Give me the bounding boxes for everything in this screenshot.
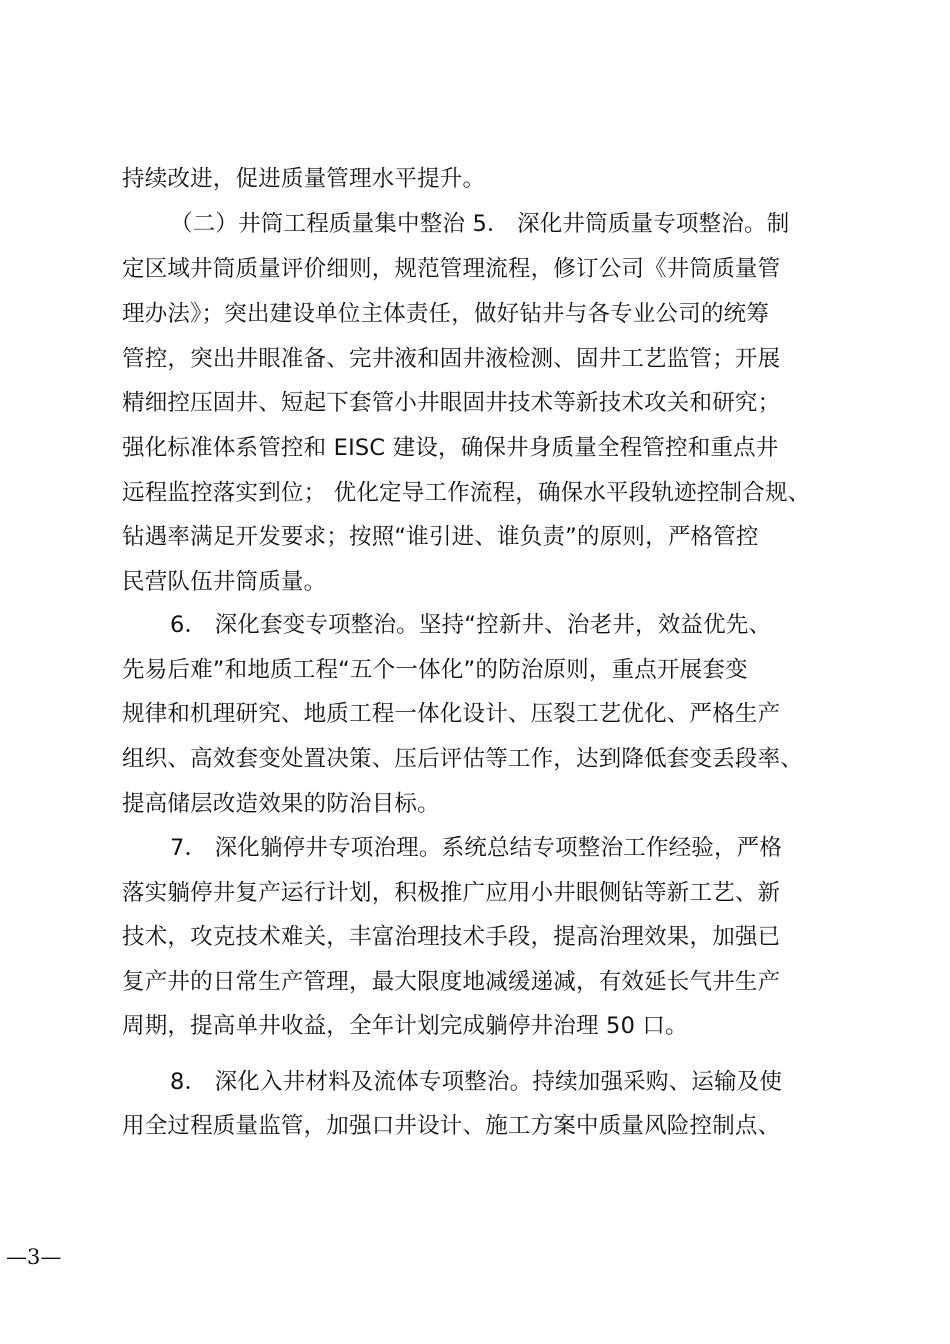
paragraph-line: 先易后难”和地质工程“五个一体化”的防治原则，重点开展套变 [122, 657, 748, 683]
paragraph-line: 持续改进，促进质量管理水平提升。 [122, 166, 486, 192]
paragraph-line: 复产井的日常生产管理，最大限度地减缓递减，有效延长气井生产 [122, 969, 781, 995]
paragraph-line: 周期，提高单井收益，全年计划完成躺停井治理 50 口。 [122, 1013, 688, 1039]
paragraph-line: 精细控压固井、短起下套管小井眼固井技术等新技术攻关和研究； [122, 390, 781, 416]
page-number: —3— [6, 1245, 62, 1269]
paragraph-line: 远程监控落实到位； 优化定导工作流程，确保水平段轨迹控制合规、 [122, 480, 811, 506]
paragraph-line: 提高储层改造效果的防治目标。 [122, 791, 440, 817]
paragraph-line: 定区域井筒质量评价细则，规范管理流程，修订公司《井筒质量管 [122, 256, 781, 282]
paragraph-line: 7． 深化躺停井专项治理。系统总结专项整治工作经验，严格 [170, 835, 783, 861]
paragraph-line: 强化标准体系管控和 EISC 建设，确保井身质量全程管控和重点井 [122, 435, 779, 461]
paragraph-line: 民营队伍井筒质量。 [122, 569, 327, 595]
paragraph-line: 技术，攻克技术难关，丰富治理技术手段，提高治理效果，加强已 [122, 924, 781, 950]
paragraph-line: 规律和机理研究、地质工程一体化设计、压裂工艺优化、严格生产 [122, 701, 781, 727]
paragraph-line: 8． 深化入井材料及流体专项整治。持续加强采购、运输及使 [170, 1069, 783, 1095]
paragraph-line: 组织、高效套变处置决策、压后评估等工作，达到降低套变丢段率、 [122, 746, 804, 772]
paragraph-line: 6． 深化套变专项整治。坚持“控新井、治老井，效益优先、 [170, 612, 772, 638]
paragraph-line: 用全过程质量监管，加强口井设计、施工方案中质量风险控制点、 [122, 1113, 781, 1139]
paragraph-line: 钻遇率满足开发要求；按照“谁引进、谁负责”的原则，严格管控 [122, 524, 759, 550]
paragraph-line: 理办法》；突出建设单位主体责任，做好钻井与各专业公司的统筹 [122, 301, 770, 327]
paragraph-line: （二）井筒工程质量集中整治 5． 深化井筒质量专项整治。制 [170, 211, 790, 237]
paragraph-line: 管控，突出井眼准备、完井液和固井液检测、固井工艺监管；开展 [122, 346, 781, 372]
paragraph-line: 落实躺停井复产运行计划，积极推广应用小井眼侧钻等新工艺、新 [122, 880, 781, 906]
